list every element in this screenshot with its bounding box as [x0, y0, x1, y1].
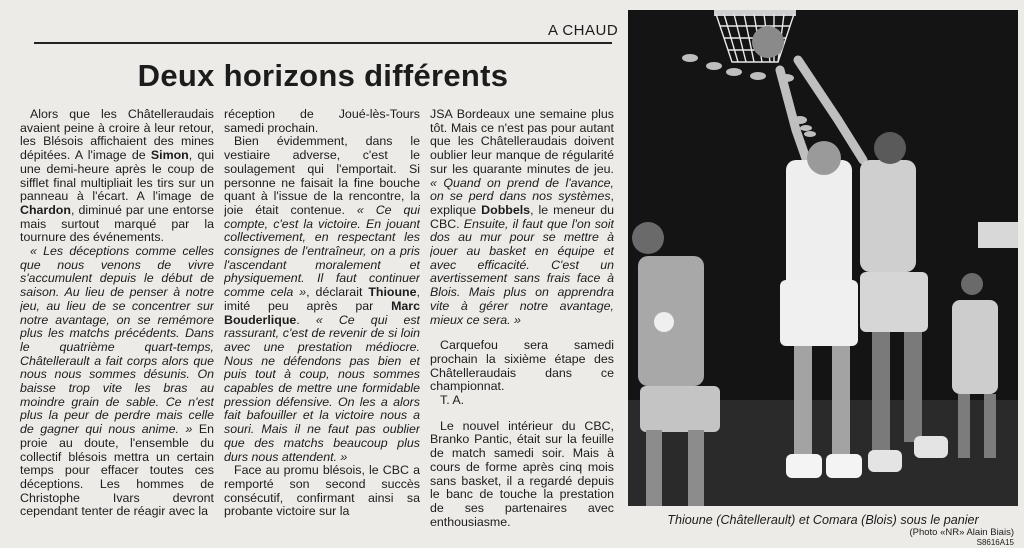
photo-credit: (Photo «NR» Alain Biais): [909, 527, 1014, 538]
article-column-2: [224, 108, 420, 540]
header-rule: [34, 42, 612, 44]
name-chardon: Chardon: [20, 202, 71, 217]
paragraph: Alors que les Châtelleraudais avaient peine à croire à leur retour, les Blésois affichaient des mines dépitées. A l'image de Simon, qui une demi-heure après le coup de sifflet final multipliait les tirs sur un panneau à l'écart. A l'image de Chardon, diminué par une entorse mais surtout marqué par la tournure des événements.: [20, 108, 214, 245]
paragraph: Face au promu blésois, le CBC a remporté son second succès consécutif, confirmant ainsi sa probante victoire sur la: [224, 463, 420, 519]
paragraph: Le nouvel intérieur du CBC, Branko Pantic, était sur la feuille de match samedi soir. Mais à cours de forme après cinq mois sans basket, il a regardé depuis le banc de touche la prestation de ses partenaires avec enthousiasme.: [430, 418, 614, 529]
basketball-photo: [628, 10, 1018, 506]
name-dobbels: Dobbels: [481, 202, 531, 217]
paragraph: Carquefou sera samedi prochain la sixième étape des Châtelleraudais dans ce championnat.: [430, 338, 614, 394]
quote: « Ce qui compte, c'est la victoire. En jouant collectivement, en respectant les consignes de l'entraîneur, on a pris l'ascendant moralement et physiquement. Il faut continuer comme cela »: [224, 202, 420, 300]
paragraph: « Les déceptions comme celles que nous venons de vivre s'accumulent depuis le début de saison. Au lieu de penser à notre jeu, au lieu de se concentrer sur notre avantage, on se remémore plus les matchs précédents. Dans le quatrième quart-temps, Châtellerault a fait corps alors que nous nous sommes désunis. On baisse trop vite les bras au moindre grain de sable. Ce n'est plus la peur de perdre mais celle de gagner qui nous anime. » En proie au doute, l'ensemble du collectif blésois mettra un certain temps pour effacer toutes ces déceptions. Les hommes de Christophe Ivars devront cependant tenter de réagir avec la: [20, 244, 214, 519]
paragraph: JSA Bordeaux une semaine plus tôt. Mais ce n'est pas pour autant que les Châtelleraudais doivent oublier leur manque de régularité sur les quarante minutes de jeu. « Quand on prend de l'avance, on se perd dans nos systèmes, explique Dobbels, le meneur du CBC. Ensuite, il faut que l'on soit dos au mur pour se mettre à jouer au basket en équipe et avec efficacité. C'est un avertissement sans frais face à Blois. Mais plus on apprendra vite à gérer notre avantage, mieux ce sera. »: [430, 108, 614, 327]
signature: T. A.: [440, 393, 465, 408]
paragraph: réception de Joué-lès-Tours samedi prochain.: [224, 108, 420, 135]
quote: Ensuite, il faut que l'on soit dos au mur pour se mettre à jouer au basket en équipe et avec efficacité. C'est un avertissement sans frais face à Blois. Mais plus on apprendra vite à gérer notre avantage, mieux ce sera. »: [430, 216, 614, 327]
name-thioune: Thioune: [368, 285, 417, 300]
article-column-3: [430, 108, 614, 540]
paragraph: Bien évidemment, dans le vestiaire adverse, c'est le soulagement qui l'emportait. Si personne ne faisait la fine bouche quant à l'issue de la rencontre, la joie était contenue. « Ce qui compte, c'est la victoire. En jouant collectivement, en respectant les consignes de l'entraîneur, on a pris l'ascendant moralement et physiquement. Il faut continuer comme cela », déclarait Thioune, imité peu après par Marc Bouderlique. « Ce qui est rassurant, c'est de revenir de si loin avec une prestation médiocre. Nous ne défendons pas bien et puis tout à coup, nous sommes capables de mettre une formidable pression défensive. On les a alors fait bafouiller et la victoire nous a souri. Mais il ne faut pas oublier que des matchs beaucoup plus durs nous attendent. »: [224, 134, 420, 464]
print-code: S8616A15: [976, 538, 1014, 547]
quote: « Les déceptions comme celles que nous venons de vivre s'accumulent depuis le début de saison. Au lieu de penser à notre jeu, au lieu de se concentrer sur notre avantage, on se remémore plus les matchs précédents. Dans le quatrième quart-temps, Châtellerault a fait corps alors que nous nous sommes désunis. On baisse trop vite les bras au moindre grain de sable. Ce n'est plus la peur de perdre mais celle de gagner qui nous anime. »: [20, 244, 214, 437]
name-simon: Simon: [150, 148, 189, 163]
basketball-scene-illustration: [628, 10, 1018, 506]
photo-caption: Thioune (Châtellerault) et Comara (Blois) sous le panier: [667, 513, 979, 527]
headline: Deux horizons différents: [137, 58, 509, 93]
name-bouderlique: Marc Bouderlique: [224, 298, 420, 327]
quote: « Ce qui est rassurant, c'est de revenir de si loin avec une prestation médiocre. Nous ne défendons pas bien et puis tout à coup, nous sommes capables de mettre une formidable pression défensive. On les a alors fait bafouiller et la victoire nous a souri. Mais il ne faut pas oublier que des matchs beaucoup plus durs nous attendent. »: [224, 312, 420, 464]
article-column-1: [20, 108, 214, 540]
section-label: A CHAUD: [548, 22, 619, 39]
quote: « Quand on prend de l'avance, on se perd dans nos systèmes: [430, 175, 614, 204]
